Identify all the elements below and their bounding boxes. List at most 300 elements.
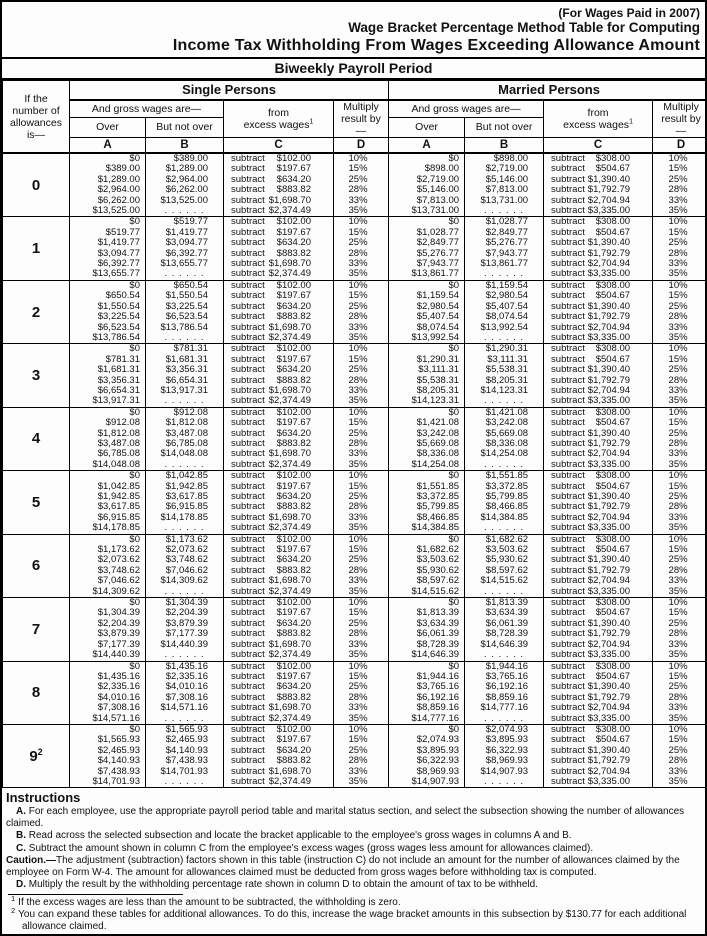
single-over-value: $7,308.16 (70, 703, 146, 713)
married-but-not-over-value: $13,731.00 (465, 196, 544, 206)
excess-header-line1: from (268, 107, 289, 119)
married-subtract-amount: subtract $1,792.79 (544, 249, 653, 259)
married-over-value: $8,074.54 (389, 323, 465, 333)
single-subtract-amount: subtract $1,698.70 (224, 449, 334, 459)
married-subtract-amount: subtract $2,704.94 (544, 576, 653, 586)
single-but-not-over-value: $3,356.31 (146, 365, 224, 375)
document-title-line1: Wage Bracket Percentage Method Table for Computing (348, 20, 700, 35)
single-over-value: $4,140.93 (70, 756, 146, 766)
single-multiply-rate: 10% (334, 153, 389, 164)
married-over-value: $1,421.08 (389, 418, 465, 428)
bracket-row (3, 598, 707, 609)
married-subtract-amount: subtract $1,390.40 (544, 429, 653, 439)
married-but-not-over-value: $3,765.16 (465, 672, 544, 682)
single-subtract-amount: subtract $883.82 (224, 756, 334, 766)
single-over-value: $1,173.62 (70, 545, 146, 555)
single-multiply-rate: 15% (334, 418, 389, 428)
single-but-not-over-value: . . . . . . (146, 269, 224, 280)
married-multiply-rate: 35% (653, 333, 707, 344)
married-over-value: $1,159.54 (389, 291, 465, 301)
single-multiply-rate: 10% (334, 661, 389, 672)
married-subtract-amount: subtract $1,792.79 (544, 185, 653, 195)
single-but-not-over-value: $6,523.54 (146, 312, 224, 322)
single-subtract-amount: subtract $102.00 (224, 280, 334, 291)
single-multiply-rate: 28% (334, 185, 389, 195)
single-over-value: $3,617.85 (70, 502, 146, 512)
excess-header-line1: from (587, 107, 609, 119)
married-subtract-amount: subtract $504.67 (544, 291, 653, 301)
single-but-not-over-header: But not over (146, 118, 224, 138)
single-multiply-rate: 33% (334, 323, 389, 333)
allowance-number: 2 (3, 280, 70, 343)
single-but-not-over-value: $14,440.39 (146, 640, 224, 650)
single-over-value: $2,073.62 (70, 555, 146, 565)
footnote-2 (6, 906, 699, 932)
bracket-row (3, 302, 707, 312)
bracket-row (3, 185, 707, 195)
married-over-value: $0 (389, 471, 465, 482)
married-subtract-amount: subtract $2,704.94 (544, 196, 653, 206)
married-but-not-over-value: . . . . . . (465, 269, 544, 280)
married-but-not-over-value: $1,944.16 (465, 661, 544, 672)
married-over-value: $5,669.08 (389, 439, 465, 449)
married-but-not-over-value: $2,719.00 (465, 164, 544, 174)
married-over-value: $2,980.54 (389, 302, 465, 312)
column-letter-c: C (224, 138, 334, 154)
married-but-not-over-value: $8,336.08 (465, 439, 544, 449)
married-over-value: $8,859.16 (389, 703, 465, 713)
married-but-not-over-value: $8,466.85 (465, 502, 544, 512)
instructions-section (2, 787, 705, 936)
single-over-value: $650.54 (70, 291, 146, 301)
married-but-not-over-value: $1,682.62 (465, 534, 544, 545)
married-over-value: $14,384.85 (389, 523, 465, 534)
single-multiply-rate: 25% (334, 492, 389, 502)
married-over-value: $6,322.93 (389, 756, 465, 766)
bracket-row (3, 555, 707, 565)
single-subtract-amount: subtract $1,698.70 (224, 513, 334, 523)
married-but-not-over-value: $14,907.93 (465, 767, 544, 777)
married-subtract-amount: subtract $1,390.40 (544, 619, 653, 629)
single-over-value: $3,879.39 (70, 629, 146, 639)
single-but-not-over-value: $519.77 (146, 217, 224, 228)
single-subtract-amount: subtract $2,374.49 (224, 460, 334, 471)
instruction-b-label: B. (16, 830, 26, 842)
single-but-not-over-value: $7,177.39 (146, 629, 224, 639)
bracket-row (3, 703, 707, 713)
married-over-value: $0 (389, 407, 465, 418)
single-multiply-rate: 10% (334, 724, 389, 735)
bracket-row (3, 746, 707, 756)
married-but-not-over-value: $2,849.77 (465, 228, 544, 238)
married-multiply-rate: 10% (653, 724, 707, 735)
married-but-not-over-value: . . . . . . (465, 777, 544, 787)
bracket-row (3, 259, 707, 269)
single-but-not-over-value: . . . . . . (146, 333, 224, 344)
footnote-ref-1: 1 (629, 118, 633, 126)
married-multiply-header: Multiply result by— (653, 100, 707, 138)
single-over-value: $0 (70, 217, 146, 228)
married-multiply-rate: 35% (653, 206, 707, 217)
single-over-value: $6,654.31 (70, 386, 146, 396)
single-multiply-rate: 25% (334, 238, 389, 248)
married-but-not-over-value: $7,813.00 (465, 185, 544, 195)
married-multiply-rate: 15% (653, 164, 707, 174)
excess-header-line2: excess wages (243, 119, 310, 131)
married-over-header: Over (389, 118, 465, 138)
single-multiply-rate: 15% (334, 672, 389, 682)
married-multiply-rate: 15% (653, 545, 707, 555)
married-subtract-amount: subtract $504.67 (544, 418, 653, 428)
single-over-value: $14,309.62 (70, 587, 146, 598)
bracket-row (3, 513, 707, 523)
single-but-not-over-value: $1,681.31 (146, 355, 224, 365)
married-but-not-over-value: $3,634.39 (465, 608, 544, 618)
married-over-value: $8,205.31 (389, 386, 465, 396)
single-but-not-over-value: . . . . . . (146, 587, 224, 598)
single-over-value: $1,419.77 (70, 238, 146, 248)
married-persons-header: Married Persons (389, 81, 707, 101)
single-but-not-over-value: $6,262.00 (146, 185, 224, 195)
married-over-value: $2,074.93 (389, 735, 465, 745)
married-multiply-rate: 25% (653, 175, 707, 185)
single-over-value: $3,225.54 (70, 312, 146, 322)
married-subtract-amount: subtract $308.00 (544, 724, 653, 735)
single-subtract-amount: subtract $197.67 (224, 228, 334, 238)
married-over-value: $13,861.77 (389, 269, 465, 280)
single-multiply-rate: 28% (334, 502, 389, 512)
allowance-number: 0 (3, 153, 70, 217)
single-but-not-over-value: $13,525.00 (146, 196, 224, 206)
bracket-row (3, 693, 707, 703)
bracket-row (3, 429, 707, 439)
single-multiply-rate: 33% (334, 259, 389, 269)
single-but-not-over-value: $2,335.16 (146, 672, 224, 682)
bracket-row (3, 682, 707, 692)
married-but-not-over-value: $6,192.16 (465, 682, 544, 692)
single-but-not-over-value: $1,565.93 (146, 724, 224, 735)
bracket-row (3, 280, 707, 291)
single-but-not-over-value: $2,465.93 (146, 735, 224, 745)
married-multiply-rate: 15% (653, 355, 707, 365)
single-multiply-rate: 33% (334, 386, 389, 396)
married-over-value: $14,777.16 (389, 714, 465, 725)
bracket-row (3, 217, 707, 228)
single-multiply-rate: 33% (334, 703, 389, 713)
allowances-header: If the number of allowances is— (3, 81, 70, 154)
single-but-not-over-value: $6,915.85 (146, 502, 224, 512)
single-over-value: $6,392.77 (70, 259, 146, 269)
married-multiply-rate: 28% (653, 249, 707, 259)
married-but-not-over-value: . . . . . . (465, 460, 544, 471)
married-subtract-amount: subtract $3,335.00 (544, 523, 653, 534)
single-subtract-amount: subtract $883.82 (224, 629, 334, 639)
single-but-not-over-value: $1,173.62 (146, 534, 224, 545)
married-over-value: $6,061.39 (389, 629, 465, 639)
single-over-header: Over (70, 118, 146, 138)
married-but-not-over-value: $5,799.85 (465, 492, 544, 502)
single-multiply-rate: 28% (334, 376, 389, 386)
married-multiply-rate: 33% (653, 196, 707, 206)
married-subtract-amount: subtract $504.67 (544, 355, 653, 365)
single-subtract-amount: subtract $1,698.70 (224, 323, 334, 333)
single-multiply-rate: 33% (334, 449, 389, 459)
instruction-a (6, 806, 699, 829)
single-subtract-amount: subtract $634.20 (224, 238, 334, 248)
allowance-number: 6 (3, 534, 70, 597)
single-but-not-over-value: $912.08 (146, 407, 224, 418)
document-header (2, 2, 705, 57)
married-but-not-over-value: $3,111.31 (465, 355, 544, 365)
single-subtract-amount: subtract $1,698.70 (224, 196, 334, 206)
married-over-value: $13,992.54 (389, 333, 465, 344)
married-but-not-over-value: $13,861.77 (465, 259, 544, 269)
married-multiply-rate: 35% (653, 650, 707, 661)
single-multiply-rate: 15% (334, 545, 389, 555)
bracket-row (3, 629, 707, 639)
footnote-2-text: You can expand these tables for additional allowances. To do this, increase the wage bracket amounts in this subsection by $130.77 for each additional allowance claimed. (18, 909, 687, 932)
married-but-not-over-value: $5,538.31 (465, 365, 544, 375)
single-subtract-amount: subtract $102.00 (224, 534, 334, 545)
married-subtract-amount: subtract $1,390.40 (544, 492, 653, 502)
single-over-value: $1,042.85 (70, 482, 146, 492)
married-over-value: $14,254.08 (389, 460, 465, 471)
married-subtract-amount: subtract $2,704.94 (544, 386, 653, 396)
single-but-not-over-value: $650.54 (146, 280, 224, 291)
single-subtract-amount: subtract $197.67 (224, 418, 334, 428)
bracket-row (3, 777, 707, 787)
single-multiply-rate: 15% (334, 355, 389, 365)
married-subtract-amount: subtract $308.00 (544, 217, 653, 228)
married-but-not-over-value: $3,372.85 (465, 482, 544, 492)
married-subtract-amount: subtract $1,792.79 (544, 693, 653, 703)
married-multiply-rate: 33% (653, 576, 707, 586)
married-multiply-rate: 28% (653, 566, 707, 576)
married-over-value: $3,895.93 (389, 746, 465, 756)
column-letter-row (3, 138, 707, 154)
bracket-row (3, 365, 707, 375)
single-but-not-over-value: . . . . . . (146, 777, 224, 787)
single-subtract-amount: subtract $883.82 (224, 502, 334, 512)
single-over-value: $7,438.93 (70, 767, 146, 777)
married-multiply-rate: 33% (653, 767, 707, 777)
married-but-not-over-value: $6,061.39 (465, 619, 544, 629)
single-over-value: $7,177.39 (70, 640, 146, 650)
instruction-c-label: C. (16, 842, 26, 854)
excess-header-line2: excess wages (563, 119, 630, 131)
married-multiply-rate: 33% (653, 703, 707, 713)
married-over-value: $5,538.31 (389, 376, 465, 386)
married-multiply-rate: 25% (653, 365, 707, 375)
single-but-not-over-value: $1,812.08 (146, 418, 224, 428)
married-but-not-over-value: $14,646.39 (465, 640, 544, 650)
single-subtract-amount: subtract $1,698.70 (224, 640, 334, 650)
married-but-not-over-value: $1,290.31 (465, 344, 544, 355)
single-multiply-rate: 10% (334, 471, 389, 482)
single-over-value: $0 (70, 598, 146, 609)
married-multiply-rate: 33% (653, 386, 707, 396)
single-subtract-amount: subtract $883.82 (224, 439, 334, 449)
allowance-number: $9^2$ (3, 724, 70, 787)
single-over-value: $1,289.00 (70, 175, 146, 185)
married-gross-wages-header: And gross wages are— (389, 100, 544, 118)
married-subtract-amount: subtract $1,390.40 (544, 555, 653, 565)
single-subtract-amount: subtract $2,374.49 (224, 714, 334, 725)
single-over-value: $1,304.39 (70, 608, 146, 618)
footnote-1 (6, 893, 699, 909)
married-multiply-rate: 28% (653, 376, 707, 386)
single-multiply-rate: 35% (334, 714, 389, 725)
bracket-row (3, 439, 707, 449)
married-multiply-rate: 28% (653, 756, 707, 766)
allowance-number: 4 (3, 407, 70, 470)
married-subtract-amount: subtract $1,792.79 (544, 376, 653, 386)
single-multiply-rate: 35% (334, 460, 389, 471)
married-subtract-amount: subtract $1,792.79 (544, 502, 653, 512)
bracket-row (3, 396, 707, 407)
married-over-value: $3,634.39 (389, 619, 465, 629)
footnote-2-ref: 2 (11, 906, 16, 916)
married-but-not-over-value: $1,551.85 (465, 471, 544, 482)
married-over-value: $3,372.85 (389, 492, 465, 502)
married-but-not-over-value: $14,123.31 (465, 386, 544, 396)
single-over-value: $13,917.31 (70, 396, 146, 407)
bracket-row (3, 460, 707, 471)
married-subtract-amount: subtract $2,704.94 (544, 513, 653, 523)
married-multiply-rate: 10% (653, 153, 707, 164)
single-multiply-rate: 25% (334, 555, 389, 565)
single-but-not-over-value: $4,010.16 (146, 682, 224, 692)
single-multiply-rate: 28% (334, 756, 389, 766)
single-multiply-rate: 25% (334, 429, 389, 439)
married-over-value: $13,731.00 (389, 206, 465, 217)
single-multiply-rate: 15% (334, 228, 389, 238)
single-but-not-over-value: $13,786.54 (146, 323, 224, 333)
single-subtract-amount: subtract $197.67 (224, 291, 334, 301)
single-but-not-over-value: . . . . . . (146, 460, 224, 471)
married-over-value: $0 (389, 534, 465, 545)
single-subtract-amount: subtract $2,374.49 (224, 587, 334, 598)
married-multiply-rate: 10% (653, 344, 707, 355)
bracket-row (3, 523, 707, 534)
married-but-not-over-value: $1,159.54 (465, 280, 544, 291)
single-over-value: $1,812.08 (70, 429, 146, 439)
single-but-not-over-value: . . . . . . (146, 206, 224, 217)
married-multiply-rate: 10% (653, 471, 707, 482)
single-but-not-over-value: $3,617.85 (146, 492, 224, 502)
bracket-row (3, 164, 707, 174)
single-subtract-amount: subtract $634.20 (224, 492, 334, 502)
single-over-value: $0 (70, 661, 146, 672)
single-but-not-over-value: $2,073.62 (146, 545, 224, 555)
married-subtract-amount: subtract $308.00 (544, 407, 653, 418)
single-multiply-rate: 10% (334, 534, 389, 545)
married-subtract-amount: subtract $3,335.00 (544, 269, 653, 280)
single-multiply-rate: 35% (334, 523, 389, 534)
married-subtract-amount: subtract $308.00 (544, 661, 653, 672)
married-multiply-rate: 28% (653, 439, 707, 449)
single-subtract-amount: subtract $197.67 (224, 735, 334, 745)
bracket-row (3, 333, 707, 344)
single-but-not-over-value: $6,654.31 (146, 376, 224, 386)
married-multiply-rate: 10% (653, 280, 707, 291)
married-subtract-amount: subtract $1,390.40 (544, 175, 653, 185)
single-subtract-amount: subtract $197.67 (224, 482, 334, 492)
married-subtract-amount: subtract $1,792.79 (544, 566, 653, 576)
married-but-not-over-value: $8,597.62 (465, 566, 544, 576)
single-over-value: $3,748.62 (70, 566, 146, 576)
married-but-not-over-value: . . . . . . (465, 333, 544, 344)
married-multiply-rate: 35% (653, 587, 707, 598)
married-over-value: $14,646.39 (389, 650, 465, 661)
single-multiply-header: Multiply result by— (334, 100, 389, 138)
married-multiply-rate: 25% (653, 302, 707, 312)
married-but-not-over-value: $8,205.31 (465, 376, 544, 386)
single-but-not-over-value: $3,225.54 (146, 302, 224, 312)
single-over-value: $0 (70, 344, 146, 355)
bracket-row (3, 418, 707, 428)
single-subtract-amount: subtract $102.00 (224, 153, 334, 164)
single-persons-header: Single Persons (70, 81, 389, 101)
bracket-row (3, 756, 707, 766)
gross-wages-header-row (3, 100, 707, 118)
married-over-value: $14,515.62 (389, 587, 465, 598)
bracket-row (3, 545, 707, 555)
single-but-not-over-value: $7,438.93 (146, 756, 224, 766)
single-but-not-over-value: . . . . . . (146, 650, 224, 661)
single-multiply-rate: 33% (334, 640, 389, 650)
married-but-not-over-value: $8,074.54 (465, 312, 544, 322)
footnote-separator (8, 894, 183, 895)
single-over-value: $13,525.00 (70, 206, 146, 217)
single-but-not-over-value: $1,042.85 (146, 471, 224, 482)
married-multiply-rate: 15% (653, 608, 707, 618)
married-subtract-amount: subtract $308.00 (544, 153, 653, 164)
married-over-value: $1,551.85 (389, 482, 465, 492)
married-over-value: $8,728.39 (389, 640, 465, 650)
single-but-not-over-value: $7,046.62 (146, 566, 224, 576)
single-over-value: $1,435.16 (70, 672, 146, 682)
married-but-not-over-value: $3,242.08 (465, 418, 544, 428)
bracket-row (3, 376, 707, 386)
single-over-value: $6,915.85 (70, 513, 146, 523)
married-over-value: $14,123.31 (389, 396, 465, 407)
married-subtract-amount: subtract $1,390.40 (544, 746, 653, 756)
married-subtract-amount: subtract $1,792.79 (544, 629, 653, 639)
married-multiply-rate: 10% (653, 598, 707, 609)
bracket-row (3, 269, 707, 280)
married-subtract-amount: subtract $1,390.40 (544, 238, 653, 248)
single-multiply-rate: 28% (334, 629, 389, 639)
married-subtract-amount: subtract $3,335.00 (544, 650, 653, 661)
married-subtract-amount: subtract $1,792.79 (544, 439, 653, 449)
single-over-value: $0 (70, 534, 146, 545)
caution-label: Caution.— (6, 855, 56, 867)
single-subtract-amount: subtract $2,374.49 (224, 333, 334, 344)
married-over-value: $0 (389, 661, 465, 672)
married-multiply-rate: 25% (653, 555, 707, 565)
single-subtract-amount: subtract $197.67 (224, 355, 334, 365)
single-subtract-amount: subtract $634.20 (224, 429, 334, 439)
married-subtract-amount: subtract $2,704.94 (544, 640, 653, 650)
column-letter-d: D (334, 138, 389, 154)
single-subtract-amount: subtract $2,374.49 (224, 777, 334, 787)
married-but-not-over-value: $8,969.93 (465, 756, 544, 766)
single-multiply-rate: 35% (334, 650, 389, 661)
married-multiply-rate: 25% (653, 492, 707, 502)
single-subtract-amount: subtract $1,698.70 (224, 703, 334, 713)
married-subtract-amount: subtract $2,704.94 (544, 703, 653, 713)
